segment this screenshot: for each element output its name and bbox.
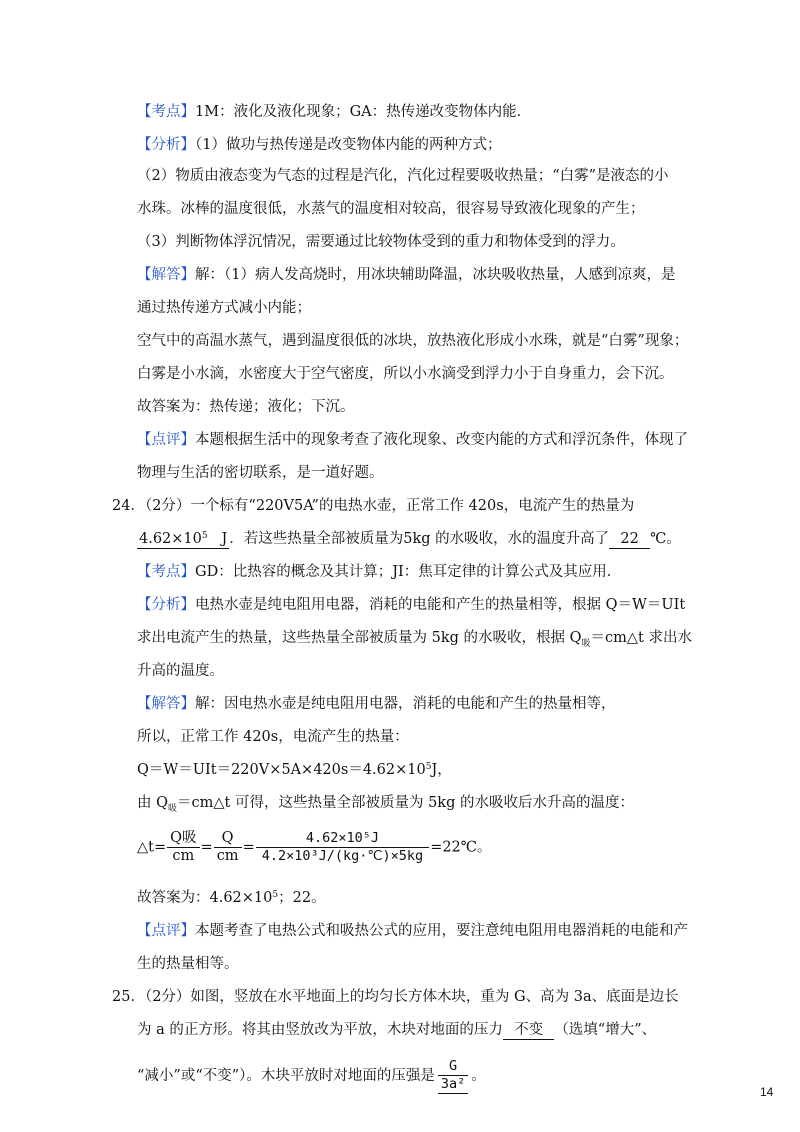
- q24-stem-line-2: $4.62\times 10^5$ J ．若这些热量全部被质量为5kg 的水吸收，水的温度升高了 22 ℃。: [139, 531, 681, 547]
- q25-stem-line-1: [112, 987, 679, 1007]
- kaodian-tag: 【考点】: [137, 564, 195, 580]
- jieda-text: 解：（1）病人发高烧时，用冰块辅助降温，冰块吸收热量，人感到凉爽，是: [195, 267, 676, 283]
- fenxi-tag: 【分析】: [137, 597, 195, 613]
- q24-jieda-line-3: $Q=W=UIt=220V\times 5A\times 420s=4.62\times 10^5J$，: [137, 762, 452, 778]
- dianping-text: 本题根据生活中的现象考查了液化现象、改变内能的方式和浮沉条件，体现了: [195, 432, 688, 448]
- q24-dianping-line-2: 生的热量相等。: [137, 956, 239, 972]
- jieda-tag: 【解答】: [137, 267, 195, 283]
- q24-kaodian-line: [137, 562, 621, 582]
- q23-jieda-line-2: 通过热传递方式减小内能；: [137, 300, 311, 316]
- jieda-tag: 【解答】: [137, 696, 195, 712]
- q23-fenxi-line-2: （2）物质由液态变为气态的过程是汽化，汽化过程要吸收热量；“白雾”是液态的小: [137, 168, 669, 184]
- q25-stem-text: （2分）如图，竖放在水平地面上的均匀长方体木块，重为 G、高为 3a、底面是边长: [144, 989, 679, 1005]
- fenxi-tag: 【分析】: [137, 137, 195, 153]
- q23-jieda-line-1: [137, 265, 675, 285]
- fraction-numeric: $\frac{\text{4.62×10⁵J}}{\text{4.2×10³J/(kg·℃)×5kg}}$: [256, 830, 429, 865]
- q24-stem-line-1: [112, 496, 634, 516]
- question-number: 24．: [112, 498, 145, 514]
- q23-jieda-line-4: 白雾是小水滴，水密度大于空气密度，所以小水滴受到浮力小于自身重力，会下沉。: [137, 366, 674, 382]
- fenxi-text: （1）做功与热传递是改变物体内能的两种方式；: [195, 137, 502, 153]
- kaodian-text: 1M：液化及液化现象；GA：热传递改变物体内能．: [195, 104, 532, 120]
- q25-answer-1: 不变: [503, 1022, 554, 1040]
- q24-jieda-line-4: 由 $Q_吸=cm\triangle t$ 可得，这些热量全部被质量为 5kg 的水吸收后水升高的温度：: [137, 795, 634, 814]
- q23-dianping-line-1: [137, 430, 688, 450]
- page-number: 14: [760, 1085, 774, 1099]
- q24-fenxi-line-2: 求出电流产生的热量，这些热量全部被质量为 5kg 的水吸收，根据 $Q_吸=cm\triangle t$ 求出水: [137, 630, 692, 649]
- q23-kaodian-line: [137, 102, 531, 122]
- q24-answer-2: 22: [609, 531, 650, 549]
- q23-jieda-line-5: 故答案为：热传递；液化；下沉。: [137, 399, 355, 415]
- question-number: 25．: [112, 989, 145, 1005]
- q23-fenxi-line-1: [137, 135, 501, 155]
- q24-jieda-line-5: 故答案为：$4.62\times 10^5$；22。: [137, 890, 326, 906]
- q24-answer-1: $4.62\times 10^5$ J: [139, 531, 228, 547]
- q23-fenxi-line-4: （3）判断物体浮沉情况，需要通过比较物体受到的重力和物体受到的浮力。: [137, 234, 625, 250]
- q23-dianping-line-2: 物理与生活的密切联系，是一道好题。: [137, 465, 384, 481]
- dianping-tag: 【点评】: [137, 432, 195, 448]
- jieda-text: 解：因电热水壶是纯电阻用电器，消耗的电能和产生的热量相等，: [195, 696, 616, 712]
- fraction-q-absorb-over-cm: $\frac{\text{Q吸}}{cm}$: [167, 830, 199, 865]
- q24-stem-text-2: ．若这些热量全部被质量为5kg 的水吸收，水的温度升高了: [229, 531, 610, 547]
- q25-stem-line-2: 为 a 的正方形。将其由竖放改为平放，木块对地面的压力 不变 （选填“增大”、: [137, 1022, 657, 1038]
- q24-dianping-line-1: [137, 921, 688, 941]
- q25-stem-line-3: “减小”或“不变”）。木块平放时对地面的压强是 $\frac{G}{\text{3a²}}$ 。: [137, 1058, 486, 1092]
- q23-fenxi-line-3: 水珠。冰棒的温度很低，水蒸气的温度相对较高，很容易导致液化现象的产生；: [137, 201, 645, 217]
- q24-jieda-line-1: [137, 694, 616, 714]
- q24-fenxi-line-3: 升高的温度。: [137, 663, 224, 679]
- dianping-text: 本题考查了电热公式和吸热公式的应用，要注意纯电阻用电器消耗的电能和产: [195, 923, 688, 939]
- kaodian-text: GD：比热容的概念及其计算；JI：焦耳定律的计算公式及其应用．: [195, 564, 622, 580]
- kaodian-tag: 【考点】: [137, 104, 195, 120]
- fenxi-text: 电热水壶是纯电阻用电器，消耗的电能和产生的热量相等，根据 Q＝W＝UIt: [195, 597, 686, 613]
- q23-jieda-line-3: 空气中的高温水蒸气，遇到温度很低的冰块，放热液化形成小水珠，就是“白雾”现象；: [137, 333, 689, 349]
- q24-stem-text: （2分）一个标有“220V5A”的电热水壶，正常工作 420s，电流产生的热量为: [144, 498, 635, 514]
- q24-jieda-line-2: 所以，正常工作 420s，电流产生的热量：: [137, 729, 409, 745]
- fraction-q-over-cm: $\frac{Q}{cm}$: [214, 830, 242, 865]
- dianping-tag: 【点评】: [137, 923, 195, 939]
- q24-formula: △t= $\frac{\text{Q吸}}{cm}$ = $\frac{Q}{cm}$ = $\frac{\text{4.62×10⁵J}}{\text{4.2×10³J/(kg·℃)×5kg}}$ =22℃。: [137, 830, 492, 864]
- q24-fenxi-line-1: [137, 595, 685, 615]
- q25-answer-2: $\frac{G}{\text{3a²}}$: [435, 1058, 471, 1094]
